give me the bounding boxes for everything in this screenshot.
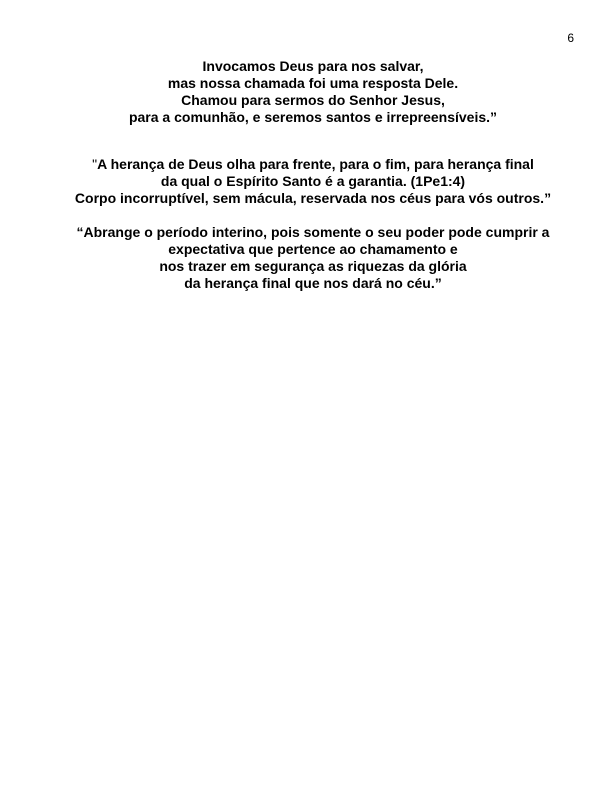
text-line	[40, 241, 586, 258]
text-line	[40, 190, 586, 207]
line-text: da herança final que nos dará no céu.”	[184, 275, 442, 291]
paragraph	[40, 58, 586, 126]
line-text: Corpo incorruptível, sem mácula, reservada nos céus para vós outros.”	[74, 190, 552, 206]
text-line	[40, 92, 586, 109]
text-line	[40, 75, 586, 92]
line-text: expectativa que pertence ao chamamento e	[168, 241, 458, 257]
text-line	[40, 58, 586, 75]
text-line	[40, 156, 586, 173]
text-line	[40, 173, 586, 190]
line-text: A herança de Deus olha para frente, para o fim, para herança final	[97, 156, 534, 172]
text-line	[40, 109, 586, 126]
line-text: para a comunhão, e seremos santos e irrepreensíveis.”	[128, 109, 498, 125]
paragraph	[40, 156, 586, 207]
paragraph	[40, 224, 586, 292]
line-text: Invocamos Deus para nos salvar,	[202, 58, 424, 74]
quote-mark: "	[92, 156, 98, 172]
text-line	[40, 258, 586, 275]
line-text: da qual o Espírito Santo é a garantia. (1Pe1:4)	[160, 173, 466, 189]
line-text: “Abrange o período interino, pois somente o seu poder pode cumprir a	[76, 224, 550, 240]
page-content	[40, 58, 586, 292]
text-line	[40, 275, 586, 292]
page-number: 6	[567, 31, 574, 45]
line-text: nos trazer em segurança as riquezas da glória	[159, 258, 467, 274]
line-text: mas nossa chamada foi uma resposta Dele.	[167, 75, 459, 91]
text-line	[40, 224, 586, 241]
line-text: Chamou para sermos do Senhor Jesus,	[181, 92, 445, 108]
